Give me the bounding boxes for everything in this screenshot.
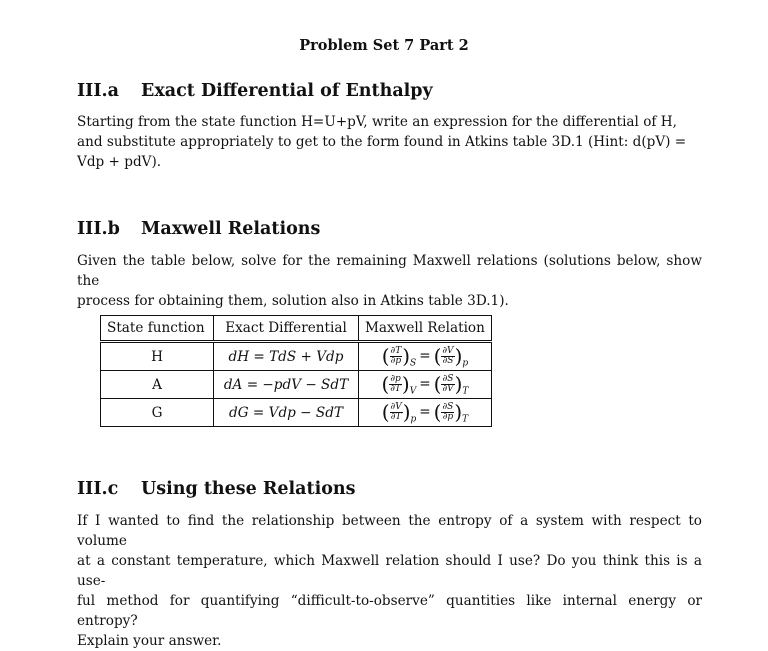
section-paragraph-iii-b [77,251,702,311]
exact-differential-cell: dA = −pdV − SdT [214,371,359,399]
partial-denominator: ∂S [442,355,454,366]
section-title: Maxwell Relations [141,219,321,239]
column-header: Maxwell Relation [359,316,492,342]
partial-numerator: ∂S [442,401,454,412]
section-number: III.a [77,81,119,101]
exact-differential-cell: dG = Vdp − SdT [214,399,359,427]
held-constant-subscript: p [462,358,469,369]
equals-sign: = [419,404,431,421]
paragraph-line: If I wanted to find the relationship between the entropy of a system with respect to volume [77,513,702,549]
paragraph-line: process for obtaining them, solution also in Atkins table 3D.1). [77,293,509,309]
partial-denominator: ∂p [442,411,454,422]
partial-denominator: ∂T [390,411,402,422]
partial-numerator: ∂T [390,345,402,356]
page-title: Problem Set 7 Part 2 [299,37,469,54]
column-header: Exact Differential [214,316,359,342]
column-header: State function [101,316,214,342]
maxwell-relation-cell: ( $\frac{\partial p}{\partial T}$ )$_V$ = ( $\frac{\partial S}{\partial V}$ )$_T$ [359,371,492,399]
paragraph-line: Given the table below, solve for the remaining Maxwell relations (solutions below, show the [77,253,702,289]
maxwell-relation-cell: ( $\frac{\partial V}{\partial T}$ )$_p$ = ( $\frac{\partial S}{\partial p}$ )$_T$ [359,399,492,427]
partial-numerator: ∂V [390,401,402,412]
section-paragraph-iii-c [77,511,702,651]
equals-sign: = [419,376,431,393]
paragraph-line: at a constant temperature, which Maxwell relation should I use? Do you think this is a use- [77,553,702,589]
paragraph-line: Starting from the state function H=U+pV, write an expression for the differential of H, [77,114,677,130]
section-number: III.b [77,219,120,239]
partial-numerator: ∂S [442,373,454,384]
section-number: III.c [77,479,119,499]
held-constant-subscript: T [462,386,469,397]
table-header-row [101,316,492,342]
partial-numerator: ∂p [390,373,401,384]
held-constant-subscript: T [462,414,469,425]
section-title: Using these Relations [141,479,356,499]
paragraph-line: and substitute appropriately to get to the form found in Atkins table 3D.1 (Hint: d(pV) = [77,134,687,150]
paragraph-line: ful method for quantifying “difficult-to-observe” quantities like internal energy or entropy? [77,593,702,629]
state-function-cell: H [101,342,214,371]
table-row [101,371,492,399]
table-row [101,342,492,371]
maxwell-relation-cell: ( $\frac{\partial T}{\partial p}$ )$_S$ = ( $\frac{\partial V}{\partial S}$ )$_p$ [359,342,492,371]
held-constant-subscript: p [410,414,417,425]
section-heading-iii-a [77,81,433,101]
exact-differential-cell: dH = TdS + Vdp [214,342,359,371]
section-heading-iii-c [77,479,355,499]
held-constant-subscript: S [410,358,417,369]
section-heading-iii-b [77,219,320,239]
paragraph-line: Explain your answer. [77,633,222,649]
partial-numerator: ∂V [442,345,454,356]
partial-denominator: ∂T [390,383,401,394]
partial-denominator: ∂p [390,355,402,366]
held-constant-subscript: V [409,386,417,397]
state-function-cell: G [101,399,214,427]
partial-denominator: ∂V [442,383,454,394]
table-row [101,399,492,427]
section-paragraph-iii-a [77,112,702,172]
state-function-cell: A [101,371,214,399]
maxwell-table [100,315,492,427]
paragraph-line: Vdp + pdV). [77,154,162,170]
equals-sign: = [419,348,431,365]
section-title: Exact Differential of Enthalpy [141,81,433,101]
